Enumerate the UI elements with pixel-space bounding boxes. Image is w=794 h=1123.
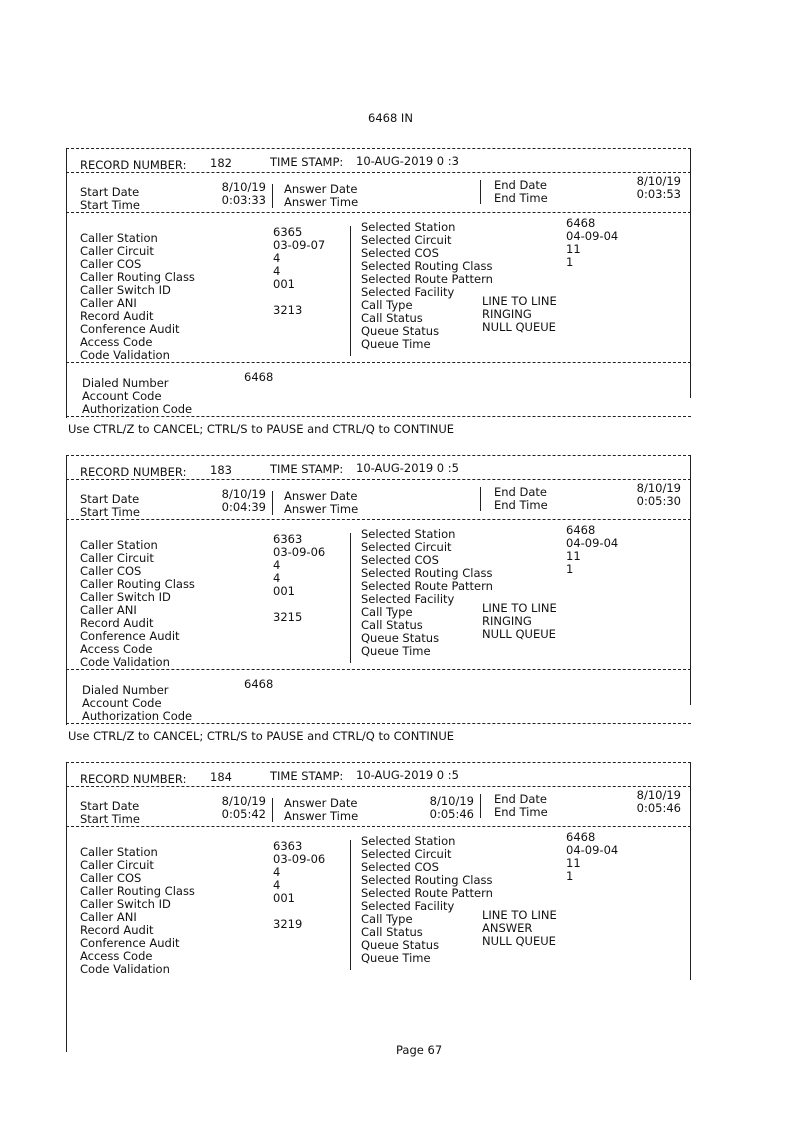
caller-field-label: Caller ANI bbox=[80, 603, 137, 617]
time-stamp-value: 10-AUG-2019 0 :5 bbox=[356, 461, 459, 475]
caller-field-value: 4 bbox=[273, 865, 281, 879]
caller-field-label: Record Audit bbox=[80, 616, 154, 630]
caller-field-value: 6363 bbox=[273, 532, 303, 546]
end-time-value: 0:05:30 bbox=[636, 494, 681, 508]
divider bbox=[66, 148, 691, 149]
page-number: Page 67 bbox=[396, 1043, 443, 1057]
caller-field-value: 03-09-07 bbox=[273, 238, 326, 252]
record-number-label: RECORD NUMBER: bbox=[80, 158, 187, 172]
selected-field-value: 6468 bbox=[566, 216, 596, 230]
selected-field-value: 11 bbox=[566, 549, 581, 563]
control-instructions: Use CTRL/Z to CANCEL; CTRL/S to PAUSE and CTRL/Q to CONTINUE bbox=[68, 729, 455, 743]
start-time-label: Start Time bbox=[80, 812, 140, 826]
record-number-value: 182 bbox=[210, 156, 232, 170]
time-stamp-value: 10-AUG-2019 0 :3 bbox=[356, 154, 459, 168]
caller-field-value: 001 bbox=[273, 891, 295, 905]
record-number-label: RECORD NUMBER: bbox=[80, 465, 187, 479]
selected-field-value: 04-09-04 bbox=[566, 229, 619, 243]
divider bbox=[66, 362, 691, 363]
caller-field-label: Caller Station bbox=[80, 538, 158, 552]
selected-field-label: Selected Route Pattern bbox=[361, 886, 493, 900]
divider bbox=[66, 723, 691, 724]
selected-field-value: LINE TO LINE bbox=[482, 294, 557, 308]
answer-time-value: 0:05:46 bbox=[429, 807, 474, 821]
selected-field-value: 04-09-04 bbox=[566, 843, 619, 857]
dialed-field-label: Dialed Number bbox=[82, 376, 169, 390]
separator bbox=[350, 840, 351, 970]
separator bbox=[350, 226, 351, 356]
caller-field-label: Conference Audit bbox=[80, 936, 180, 950]
end-date-label: End Date bbox=[494, 792, 547, 806]
caller-field-label: Caller Switch ID bbox=[80, 283, 171, 297]
selected-field-value: ANSWER bbox=[482, 921, 533, 935]
separator bbox=[272, 798, 273, 822]
selected-field-value: NULL QUEUE bbox=[482, 627, 556, 641]
end-time-label: End Time bbox=[494, 498, 548, 512]
selected-field-value: LINE TO LINE bbox=[482, 908, 557, 922]
caller-field-label: Record Audit bbox=[80, 309, 154, 323]
caller-field-label: Caller Switch ID bbox=[80, 590, 171, 604]
selected-field-label: Selected Circuit bbox=[361, 233, 452, 247]
end-date-value: 8/10/19 bbox=[636, 788, 681, 802]
start-time-value: 0:05:42 bbox=[221, 807, 266, 821]
border bbox=[690, 148, 691, 398]
divider bbox=[66, 455, 691, 456]
caller-field-label: Caller Switch ID bbox=[80, 897, 171, 911]
divider bbox=[66, 172, 691, 173]
caller-field-value: 03-09-06 bbox=[273, 545, 326, 559]
start-date-value: 8/10/19 bbox=[221, 487, 266, 501]
caller-field-label: Code Validation bbox=[80, 962, 170, 976]
caller-field-label: Access Code bbox=[80, 949, 153, 963]
time-stamp-label: TIME STAMP: bbox=[270, 155, 344, 169]
selected-field-label: Selected Routing Class bbox=[361, 873, 493, 887]
selected-field-value: 04-09-04 bbox=[566, 536, 619, 550]
caller-field-value: 6365 bbox=[273, 225, 303, 239]
page-title: 6468 IN bbox=[368, 111, 413, 125]
caller-field-label: Access Code bbox=[80, 642, 153, 656]
caller-field-value: 3213 bbox=[273, 303, 303, 317]
selected-field-label: Selected Facility bbox=[361, 899, 455, 913]
start-date-label: Start Date bbox=[80, 492, 140, 506]
selected-field-value: 1 bbox=[566, 869, 574, 883]
caller-field-value: 001 bbox=[273, 277, 295, 291]
selected-field-value: 1 bbox=[566, 562, 574, 576]
answer-time-label: Answer Time bbox=[284, 195, 359, 209]
end-date-label: End Date bbox=[494, 178, 547, 192]
border bbox=[66, 762, 67, 1052]
selected-field-label: Selected Station bbox=[361, 834, 456, 848]
selected-field-label: Selected COS bbox=[361, 860, 439, 874]
divider bbox=[66, 519, 691, 520]
selected-field-value: RINGING bbox=[482, 614, 532, 628]
selected-field-label: Queue Status bbox=[361, 324, 440, 338]
dialed-field-value: 6468 bbox=[244, 370, 274, 384]
separator bbox=[480, 180, 481, 204]
time-stamp-label: TIME STAMP: bbox=[270, 462, 344, 476]
dialed-field-label: Account Code bbox=[82, 389, 162, 403]
end-date-label: End Date bbox=[494, 485, 547, 499]
start-time-value: 0:04:39 bbox=[221, 500, 266, 514]
caller-field-value: 4 bbox=[273, 264, 281, 278]
selected-field-label: Selected Circuit bbox=[361, 847, 452, 861]
selected-field-value: 1 bbox=[566, 255, 574, 269]
caller-field-label: Conference Audit bbox=[80, 629, 180, 643]
selected-field-label: Call Status bbox=[361, 925, 423, 939]
time-stamp-value: 10-AUG-2019 0 :5 bbox=[356, 768, 459, 782]
caller-field-label: Code Validation bbox=[80, 655, 170, 669]
divider bbox=[66, 212, 691, 213]
selected-field-value: 11 bbox=[566, 242, 581, 256]
caller-field-value: 4 bbox=[273, 878, 281, 892]
dialed-field-label: Account Code bbox=[82, 696, 162, 710]
selected-field-label: Selected Station bbox=[361, 527, 456, 541]
separator bbox=[480, 794, 481, 818]
selected-field-value: 6468 bbox=[566, 523, 596, 537]
caller-field-value: 03-09-06 bbox=[273, 852, 326, 866]
selected-field-label: Queue Time bbox=[361, 951, 431, 965]
dialed-field-value: 6468 bbox=[244, 677, 274, 691]
end-date-value: 8/10/19 bbox=[636, 174, 681, 188]
separator bbox=[272, 184, 273, 208]
divider bbox=[66, 479, 691, 480]
start-time-value: 0:03:33 bbox=[221, 193, 266, 207]
answer-date-label: Answer Date bbox=[284, 182, 358, 196]
selected-field-value: RINGING bbox=[482, 307, 532, 321]
selected-field-value: NULL QUEUE bbox=[482, 934, 556, 948]
divider bbox=[66, 416, 691, 417]
start-date-value: 8/10/19 bbox=[221, 794, 266, 808]
caller-field-label: Caller Station bbox=[80, 845, 158, 859]
selected-field-label: Selected Circuit bbox=[361, 540, 452, 554]
divider bbox=[66, 669, 691, 670]
time-stamp-label: TIME STAMP: bbox=[270, 769, 344, 783]
selected-field-label: Selected Station bbox=[361, 220, 456, 234]
selected-field-label: Selected COS bbox=[361, 553, 439, 567]
selected-field-label: Queue Status bbox=[361, 631, 440, 645]
caller-field-label: Caller Circuit bbox=[80, 858, 154, 872]
border bbox=[66, 455, 67, 725]
border bbox=[690, 455, 691, 705]
answer-time-label: Answer Time bbox=[284, 809, 359, 823]
caller-field-label: Access Code bbox=[80, 335, 153, 349]
answer-date-value: 8/10/19 bbox=[429, 794, 474, 808]
record-number-label: RECORD NUMBER: bbox=[80, 772, 187, 786]
caller-field-label: Code Validation bbox=[80, 348, 170, 362]
end-time-value: 0:03:53 bbox=[636, 187, 681, 201]
start-date-value: 8/10/19 bbox=[221, 180, 266, 194]
selected-field-label: Selected Facility bbox=[361, 592, 455, 606]
divider bbox=[66, 786, 691, 787]
record-number-value: 184 bbox=[210, 770, 232, 784]
start-date-label: Start Date bbox=[80, 799, 140, 813]
caller-field-value: 3215 bbox=[273, 610, 303, 624]
end-time-label: End Time bbox=[494, 191, 548, 205]
selected-field-label: Selected Route Pattern bbox=[361, 579, 493, 593]
selected-field-label: Call Status bbox=[361, 311, 423, 325]
selected-field-label: Call Type bbox=[361, 298, 413, 312]
caller-field-label: Caller Circuit bbox=[80, 551, 154, 565]
caller-field-value: 6363 bbox=[273, 839, 303, 853]
selected-field-label: Selected Routing Class bbox=[361, 259, 493, 273]
separator bbox=[272, 491, 273, 515]
caller-field-value: 4 bbox=[273, 571, 281, 585]
border bbox=[690, 762, 691, 980]
divider bbox=[66, 826, 691, 827]
caller-field-value: 3219 bbox=[273, 917, 303, 931]
caller-field-label: Caller ANI bbox=[80, 296, 137, 310]
call-record bbox=[66, 148, 691, 438]
selected-field-label: Call Type bbox=[361, 605, 413, 619]
control-instructions: Use CTRL/Z to CANCEL; CTRL/S to PAUSE and CTRL/Q to CONTINUE bbox=[68, 422, 455, 436]
selected-field-label: Queue Time bbox=[361, 337, 431, 351]
end-date-value: 8/10/19 bbox=[636, 481, 681, 495]
caller-field-label: Caller Routing Class bbox=[80, 884, 195, 898]
selected-field-value: 6468 bbox=[566, 830, 596, 844]
separator bbox=[480, 487, 481, 511]
start-date-label: Start Date bbox=[80, 185, 140, 199]
selected-field-label: Selected Routing Class bbox=[361, 566, 493, 580]
divider bbox=[66, 762, 691, 763]
answer-time-label: Answer Time bbox=[284, 502, 359, 516]
record-number-value: 183 bbox=[210, 463, 232, 477]
selected-field-value: NULL QUEUE bbox=[482, 320, 556, 334]
selected-field-label: Call Status bbox=[361, 618, 423, 632]
caller-field-label: Record Audit bbox=[80, 923, 154, 937]
selected-field-label: Selected COS bbox=[361, 246, 439, 260]
selected-field-label: Selected Route Pattern bbox=[361, 272, 493, 286]
caller-field-value: 001 bbox=[273, 584, 295, 598]
caller-field-label: Caller Station bbox=[80, 231, 158, 245]
answer-date-label: Answer Date bbox=[284, 796, 358, 810]
end-time-value: 0:05:46 bbox=[636, 801, 681, 815]
border bbox=[66, 148, 67, 418]
call-record bbox=[66, 455, 691, 745]
caller-field-value: 4 bbox=[273, 558, 281, 572]
selected-field-label: Call Type bbox=[361, 912, 413, 926]
caller-field-label: Caller Circuit bbox=[80, 244, 154, 258]
caller-field-label: Caller COS bbox=[80, 871, 142, 885]
selected-field-label: Queue Time bbox=[361, 644, 431, 658]
separator bbox=[350, 533, 351, 663]
selected-field-label: Selected Facility bbox=[361, 285, 455, 299]
call-record bbox=[66, 762, 691, 1052]
dialed-field-label: Authorization Code bbox=[82, 402, 193, 416]
dialed-field-label: Authorization Code bbox=[82, 709, 193, 723]
caller-field-label: Conference Audit bbox=[80, 322, 180, 336]
end-time-label: End Time bbox=[494, 805, 548, 819]
caller-field-label: Caller Routing Class bbox=[80, 577, 195, 591]
start-time-label: Start Time bbox=[80, 198, 140, 212]
start-time-label: Start Time bbox=[80, 505, 140, 519]
caller-field-label: Caller ANI bbox=[80, 910, 137, 924]
caller-field-label: Caller COS bbox=[80, 257, 142, 271]
caller-field-label: Caller COS bbox=[80, 564, 142, 578]
selected-field-label: Queue Status bbox=[361, 938, 440, 952]
caller-field-value: 4 bbox=[273, 251, 281, 265]
selected-field-value: 11 bbox=[566, 856, 581, 870]
dialed-field-label: Dialed Number bbox=[82, 683, 169, 697]
selected-field-value: LINE TO LINE bbox=[482, 601, 557, 615]
answer-date-label: Answer Date bbox=[284, 489, 358, 503]
caller-field-label: Caller Routing Class bbox=[80, 270, 195, 284]
